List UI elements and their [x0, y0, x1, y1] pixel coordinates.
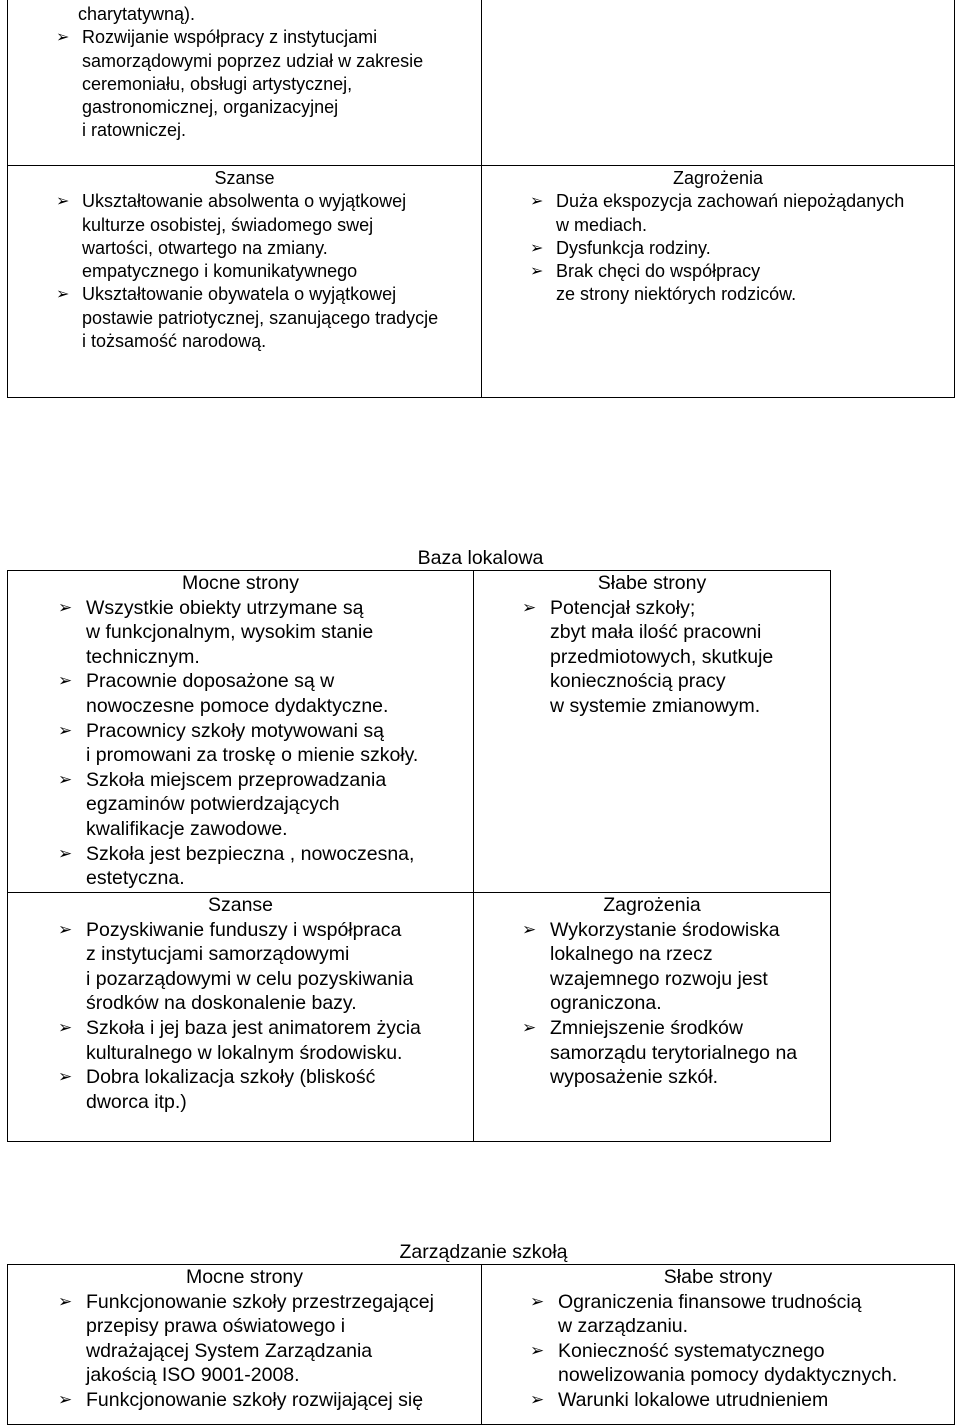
section-title-baza: Baza lokalowa: [417, 547, 544, 569]
list-item: ➢ Dobra lokalizacja szkoły (bliskość dworca itp.): [54, 1065, 469, 1114]
szanse-list: [12, 190, 477, 260]
swot-table-continued: [7, 0, 955, 398]
list-item: ➢ Rozwijanie współpracy z instytucjami samorządowymi poprzez udział w zakresie ceremoniału, obsługi artystycznej, gastronomicznej, organizacyjnej i ratowniczej.: [52, 26, 477, 142]
zagrozenia-list: [478, 918, 826, 1090]
zagrozenia-heading: Zagrożenia: [672, 168, 764, 188]
cell-slabe: [482, 1265, 955, 1425]
top-left-list: [12, 26, 477, 142]
szanse-heading: Szanse: [214, 168, 275, 188]
list-item: ➢ Pracownie doposażone są w nowoczesne pomoce dydaktyczne.: [54, 669, 469, 718]
list-item: ➢ Potencjał szkoły; zbyt mała ilość pracowni przedmiotowych, skutkuje koniecznością pracy w systemie zmianowym.: [518, 596, 826, 719]
slabe-heading: Słabe strony: [597, 572, 707, 594]
section-title-zarzadzanie: Zarządzanie szkołą: [399, 1241, 568, 1263]
list-item: ➢ Zmniejszenie środków samorządu terytorialnego na wyposażenie szkół.: [518, 1016, 826, 1090]
list-item: ➢ Warunki lokalowe utrudnieniem: [526, 1388, 950, 1413]
cell-szanse: [8, 893, 474, 1142]
cell-top-left: [8, 0, 482, 166]
list-item: ➢ Brak chęci do współpracy ze strony niektórych rodziców.: [526, 260, 950, 307]
mocne-list: [12, 596, 469, 891]
list-item: ➢ Duża ekspozycja zachowań niepożądanych w mediach.: [526, 190, 950, 237]
swot-table-baza: [7, 570, 831, 1142]
cell-mocne: [8, 1265, 482, 1425]
zagrozenia-list: [486, 190, 950, 306]
list-item: ➢ Pracownicy szkoły motywowani są i promowani za troskę o mienie szkoły.: [54, 719, 469, 768]
list-item: ➢ Wykorzystanie środowiska lokalnego na rzecz wzajemnego rozwoju jest ograniczona.: [518, 918, 826, 1016]
list-item: ➢ Funkcjonowanie szkoły przestrzegającej przepisy prawa oświatowego i wdrażającej System Zarządzania jakością ISO 9001-2008.: [54, 1290, 477, 1388]
szanse-list: [12, 918, 469, 1115]
mocne-heading: Mocne strony: [185, 1266, 304, 1288]
cell-szanse: [8, 166, 482, 398]
cell-zagrozenia: [482, 166, 955, 398]
cell-mocne: [8, 571, 474, 893]
slabe-list: [478, 596, 826, 719]
list-item: ➢ Ograniczenia finansowe trudnością w zarządzaniu.: [526, 1290, 950, 1339]
list-item: ➢ Dysfunkcja rodziny.: [526, 237, 950, 260]
cell-slabe: [474, 571, 831, 893]
list-item: ➢ Szkoła miejscem przeprowadzania egzaminów potwierdzających kwalifikacje zawodowe.: [54, 768, 469, 842]
stray-line: empatycznego i komunikatywnego: [82, 261, 358, 282]
list-item: ➢ Ukształtowanie absolwenta o wyjątkowej kulturze osobistej, świadomego swej wartości, otwartego na zmiany.: [52, 190, 477, 260]
cell-top-right: [482, 0, 955, 166]
slabe-list: [486, 1290, 950, 1413]
zagrozenia-heading: Zagrożenia: [603, 894, 701, 916]
list-item: ➢ Funkcjonowanie szkoły rozwijającej się: [54, 1388, 477, 1413]
cell-zagrozenia: [474, 893, 831, 1142]
slabe-heading: Słabe strony: [663, 1266, 773, 1288]
list-item: ➢ Szkoła jest bezpieczna , nowoczesna, estetyczna.: [54, 842, 469, 891]
list-item: ➢ Konieczność systematycznego nowelizowania pomocy dydaktycznych.: [526, 1339, 950, 1388]
mocne-list: [12, 1290, 477, 1413]
swot-table-zarzadzanie: [7, 1264, 955, 1425]
szanse-heading: Szanse: [207, 894, 274, 916]
list-item: ➢ Ukształtowanie obywatela o wyjątkowej postawie patriotycznej, szanującego tradycje i tożsamość narodową.: [52, 283, 477, 353]
list-item: ➢ Pozyskiwanie funduszy i współpraca z instytucjami samorządowymi i pozarządowymi w celu pozyskiwania środków na doskonalenie bazy.: [54, 918, 469, 1016]
szanse-list-2: [12, 283, 477, 353]
list-item: ➢ Wszystkie obiekty utrzymane są w funkcjonalnym, wysokim stanie technicznym.: [54, 596, 469, 670]
continuation-text: charytatywną).: [78, 4, 196, 24]
mocne-heading: Mocne strony: [181, 572, 300, 594]
list-item: ➢ Szkoła i jej baza jest animatorem życia kulturalnego w lokalnym środowisku.: [54, 1016, 469, 1065]
